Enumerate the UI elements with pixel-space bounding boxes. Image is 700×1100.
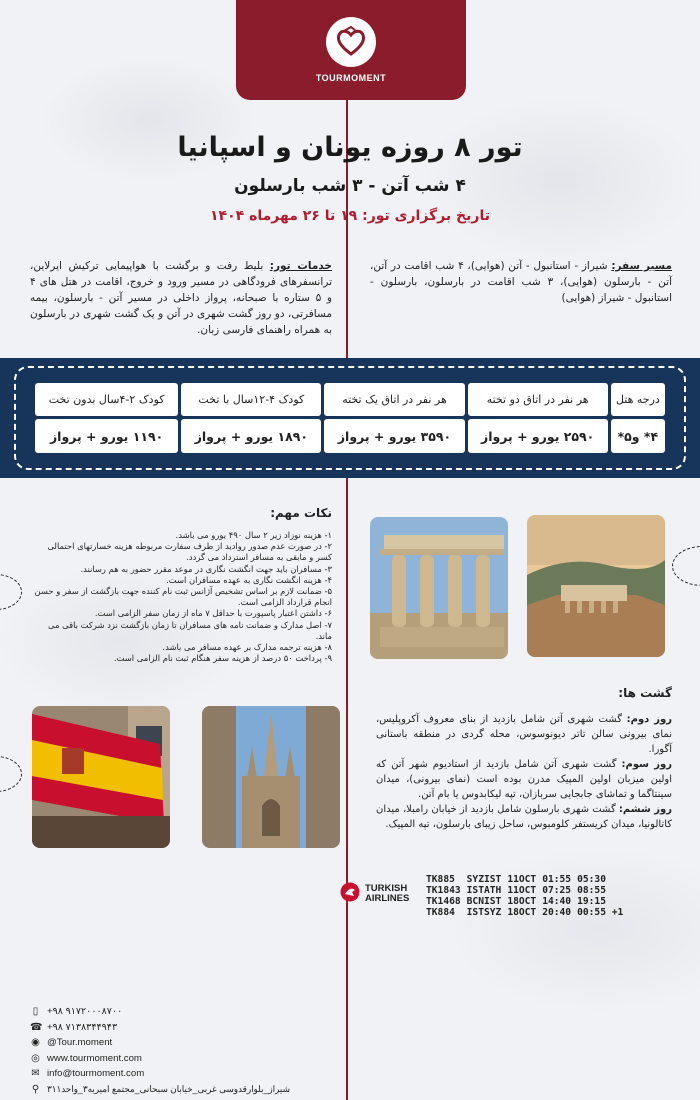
flight-row	[426, 907, 629, 918]
tour-day-item	[376, 802, 672, 832]
airline-name-line1: TURKISH	[365, 883, 408, 894]
contact-phone1[interactable]: +۹۸ ۹۱۷۲۰۰۰۸۷۰۰	[47, 1006, 123, 1017]
flight-number: TK885	[426, 874, 455, 885]
flight-departure: 07:25	[542, 885, 572, 896]
contact-instagram-row	[30, 1035, 360, 1051]
instagram-icon: ◉	[31, 1037, 40, 1048]
price-header-cell: کودک ۴-۱۲سال با تخت	[181, 383, 321, 416]
price-value-cell: ۳۵۹۰ یورو + پرواز	[324, 419, 464, 453]
note-item: ۵- ضمانت لازم بر اساس تشخیص آژانس ثبت نام کننده جهت بازگشت از سفر و حسن انجام قرارداد الزامی است.	[34, 586, 332, 608]
note-item: ۸- هزینه ترجمه مدارک بر عهده مسافر می باشد.	[162, 642, 332, 653]
flight-number: TK884	[426, 907, 455, 918]
tour-day-text: گشت شهری آتن شامل بازدید از استادیوم شهر آتن که اولین میزبان اولین المپیک مدرن بوده است (نمای بیرونی)، میدان سینتاگما و تماشای جابجایی سربازان، تپه لیکابدوس یا بام آتن.	[376, 759, 672, 800]
route-section	[370, 258, 672, 306]
contact-website-row	[30, 1051, 360, 1067]
flight-date: 18OCT	[507, 907, 537, 918]
flight-row	[426, 874, 629, 885]
flight-date: 11OCT	[507, 885, 537, 896]
price-band	[0, 358, 700, 478]
globe-icon: ◎	[31, 1052, 40, 1064]
tour-subtitle: ۴ شب آتن - ۳ شب بارسلون	[234, 176, 466, 196]
notes-heading: نکات مهم:	[270, 506, 332, 520]
flight-route: SYZIST	[466, 874, 502, 885]
flight-row	[426, 896, 629, 907]
route-text: شیراز - استانبول - آتن (هوایی)، ۴ شب اقامت در آتن، آتن - بارسلون (هوایی)، ۳ شب اقامت در بارسلون، بارسلون - استانبول - شیراز (هوایی)	[370, 260, 672, 304]
flight-arrival: 08:55	[577, 885, 606, 896]
note-item: ۷- اصل مدارک و ضمانت نامه های مسافران تا زمان بازگشت نزد شرکت باقی می ماند.	[47, 619, 332, 641]
contact-address: شیراز_بلوارقدوسی غربی_خیابان سبحانی_مجتمع امیریه۳_واحد۳۱۱	[47, 1083, 290, 1094]
phone-icon: ▯	[32, 1006, 39, 1017]
contact-website[interactable]: www.tourmoment.com	[47, 1052, 142, 1064]
note-item: ۲- در صورت عدم صدور روادید از طرف سفارت مربوطه هزینه خسارتهای احتمالی کسر و مابقی به مسافر استرداد می گردد.	[47, 541, 332, 563]
tour-title: تور ۸ روزه یونان و اسپانیا	[177, 132, 523, 163]
price-header-cell: هر نفر در اتاق یک تخته	[324, 383, 464, 416]
flight-arrival: 00:55 +1	[577, 907, 624, 918]
tours-list	[376, 712, 672, 832]
flight-arrival: 05:30	[577, 874, 606, 885]
contact-email-row	[30, 1066, 360, 1082]
contact-block	[30, 1004, 360, 1097]
note-item: ۹- پرداخت ۵۰ درصد از هزینه سفر هنگام ثبت نام الزامی است.	[113, 653, 332, 664]
flight-number: TK1468	[426, 896, 461, 907]
flight-route: BCNIST	[466, 896, 502, 907]
contact-phone1-row	[30, 1004, 360, 1020]
email-icon: ✉	[31, 1068, 40, 1079]
tour-day-text: گشت شهری بارسلون شامل بازدید از خیابان رامبلا، میدان کاتالونیا، میدان کریستفر کلومبوس، ساحل زیبای بارسلون، تپه المپیک.	[376, 804, 672, 830]
airline-name	[365, 884, 409, 904]
caryatids-photo	[370, 517, 508, 659]
contact-phone2-row	[30, 1020, 360, 1036]
price-value-cell: ۱۱۹۰ یورو + پرواز	[35, 419, 178, 453]
brand-name: TOURMOMENT	[315, 73, 387, 83]
flight-departure: 20:40	[542, 907, 572, 918]
tour-dates: تاریخ برگزاری تور: ۱۹ تا ۲۶ مهرماه ۱۴۰۴	[210, 208, 490, 224]
contact-address-row	[30, 1082, 360, 1098]
flight-arrival: 19:15	[577, 896, 606, 907]
price-value-cell: ۱۸۹۰ یورو + پرواز	[181, 419, 321, 453]
phone-icon: ☎	[30, 1021, 43, 1033]
brand-logo-box	[236, 0, 466, 100]
flight-number: TK1843	[426, 885, 461, 896]
note-item: ۳- مسافران باید جهت انگشت نگاری در موعد مقرر حضور به هم رسانند.	[80, 563, 332, 574]
price-table	[32, 380, 668, 456]
airline-logo	[340, 882, 409, 906]
flight-departure: 01:55	[542, 874, 572, 885]
note-item: ۴- هزینه انگشت نگاری به عهده مسافران است.	[166, 574, 332, 585]
barcelona-cathedral-photo	[202, 706, 340, 848]
note-item: ۶- داشتن اعتبار پاسپورت با حداقل ۷ ماه از زمان سفر الزامی است.	[94, 608, 332, 619]
logo-heart-icon	[326, 17, 376, 67]
flight-departure: 14:40	[542, 896, 572, 907]
spanish-flag-photo	[32, 706, 170, 848]
note-item: ۱- هزینه نوزاد زیر ۲ سال ۴۹۰ یورو می باشد.	[175, 530, 332, 540]
price-value-cell: ۴* و۵*	[611, 419, 665, 453]
flights-table	[426, 874, 629, 918]
price-header-cell: درجه هتل	[611, 383, 665, 416]
flight-date: 11OCT	[507, 874, 537, 885]
flight-route: ISTSYZ	[466, 907, 502, 918]
tour-day-label: روز سوم:	[621, 759, 672, 770]
route-label: مسیر سفر:	[611, 260, 672, 272]
airline-name-line2: AIRLINES	[365, 893, 410, 904]
location-icon: ⚲	[31, 1083, 40, 1095]
contact-instagram[interactable]: @Tour.moment	[47, 1037, 113, 1048]
price-header-cell: کودک ۲-۴سال بدون تخت	[35, 383, 178, 416]
notes-list	[30, 530, 332, 664]
services-section	[30, 258, 332, 338]
turkish-airlines-icon	[340, 882, 360, 906]
flight-row	[426, 885, 629, 896]
price-value-cell: ۲۵۹۰ یورو + پرواز	[468, 419, 608, 453]
flight-date: 18OCT	[507, 896, 537, 907]
flight-route: ISTATH	[466, 885, 502, 896]
services-text: بلیط رفت و برگشت با هواپیمایی ترکیش ایرلاین، ترانسفرهای فرودگاهی در مسیر ورود و خروج، اقامت در هتل های ۴ و ۵ ستاره با صبحانه، پرواز داخلی در مسیر آتن - بارسلون، بیمه مسافرتی، دو روز گشت شهری در آتن و یک گشت شهری در بارسلون به همراه راهنمای فارسی زبان.	[30, 260, 332, 336]
contact-email[interactable]: info@tourmoment.com	[47, 1068, 145, 1079]
services-label: خدمات تور:	[269, 260, 332, 272]
tour-day-label: روز دوم:	[626, 714, 672, 725]
tour-day-item	[376, 712, 672, 757]
price-header-cell: هر نفر در اتاق دو تخته	[468, 383, 608, 416]
tour-day-text: گشت شهری آتن شامل بازدید از بنای معروف آکروپلیس، نمای بیرونی سالن تاتر دیونوسوس، محله گردی در منطقه باستانی آگورا.	[376, 714, 672, 755]
tour-day-label: روز ششم:	[618, 804, 673, 815]
acropolis-photo	[527, 515, 665, 657]
tours-heading: گشت ها:	[618, 686, 672, 700]
contact-phone2[interactable]: +۹۸ ۷۱۳۸۳۴۴۹۴۳	[47, 1021, 118, 1033]
tour-day-item	[376, 757, 672, 802]
